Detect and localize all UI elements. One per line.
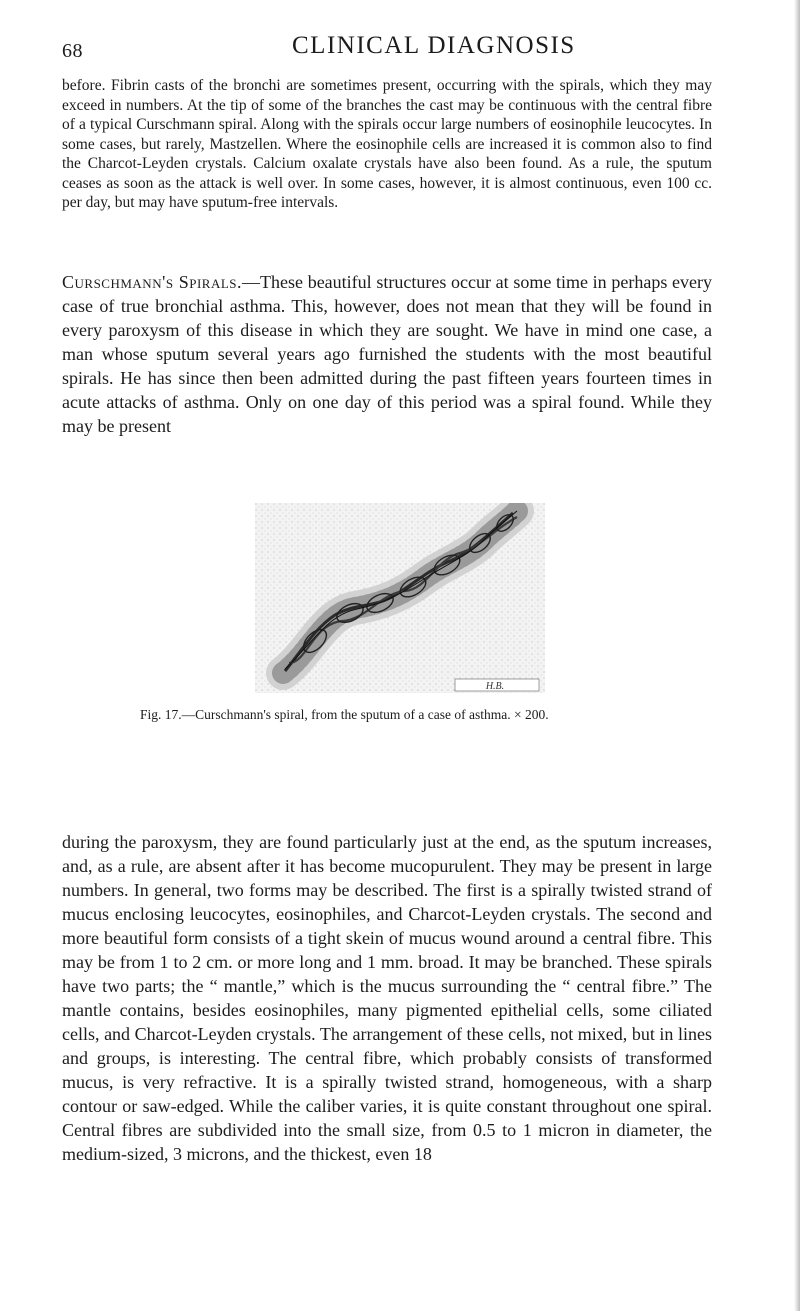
artist-signature: H.B. [485, 681, 505, 692]
paragraph-curschmann-spirals [62, 270, 712, 438]
page-number: 68 [62, 40, 83, 62]
page-edge-shadow [794, 0, 800, 1311]
running-title: CLINICAL DIAGNOSIS [292, 32, 576, 59]
paragraph-sputum-casts: before. Fibrin casts of the bronchi are sometimes present, occurring with the spirals, which they may exceed in numbers. At the tip of some of the branches the cast may be continuous with the central fibre of a typical Curschmann spiral. Along with the spirals occur large numbers of eosinophile leucocytes. In some cases, but rarely, Mastzellen. Where the eosinophile cells are increased it is common also to find the Charcot-Leyden crystals. Calcium oxalate crystals have also been found. As a rule, the sputum ceases as soon as the attack is well over. In some cases, however, it is almost continuous, even 100 cc. per day, but may have sputum-free intervals. [62, 77, 712, 211]
curschmann-spiral-illustration [255, 503, 545, 693]
spiral-figure [255, 503, 545, 693]
page-header [62, 26, 712, 66]
paragraph-body: —These beautiful structures occur at some time in perhaps every case of true bronchial asthma. This, however, does not mean that they will be found in every paroxysm of this disease in which they are sought. We have in mind one case, a man whose sputum several years ago furnished the students with the most beautiful spirals. He has since then been admitted during the past fifteen years fourteen times in acute attacks of asthma. Only on one day of this period was a spiral found. While they may be present [62, 272, 712, 436]
paragraph-spiral-description: during the paroxysm, they are found particularly just at the end, as the sputum increases, and, as a rule, are absent after it has become mucopurulent. They may be present in large numbers. In general, two forms may be described. The first is a spirally twisted strand of mucus enclosing leucocytes, eosinophiles, and Charcot-Leyden crystals. The second and more beautiful form consists of a tight skein of mucus wound around a central fibre. This may be from 1 to 2 cm. or more long and 1 mm. broad. It may be branched. These spirals have two parts; the “ mantle,” which is the mucus surrounding the “ central fibre.” The mantle contains, besides eosinophiles, many pigmented epithelial cells, some ciliated cells, and Charcot-Leyden crystals. The arrangement of these cells, not mixed, but in lines and groups, is interesting. The central fibre, which probably consists of transformed mucus, is very refractive. It is a spirally twisted strand, homogeneous, with a sharp contour or saw-edged. While the caliber varies, it is quite constant throughout one spiral. Central fibres are subdivided into the small size, from 0.5 to 1 micron in diameter, the medium-sized, 3 microns, and the thickest, even 18 [62, 832, 712, 1164]
figure-caption: Fig. 17.—Curschmann's spiral, from the sputum of a case of asthma. × 200. [140, 707, 549, 722]
section-heading: Curschmann's Spirals. [62, 272, 243, 292]
